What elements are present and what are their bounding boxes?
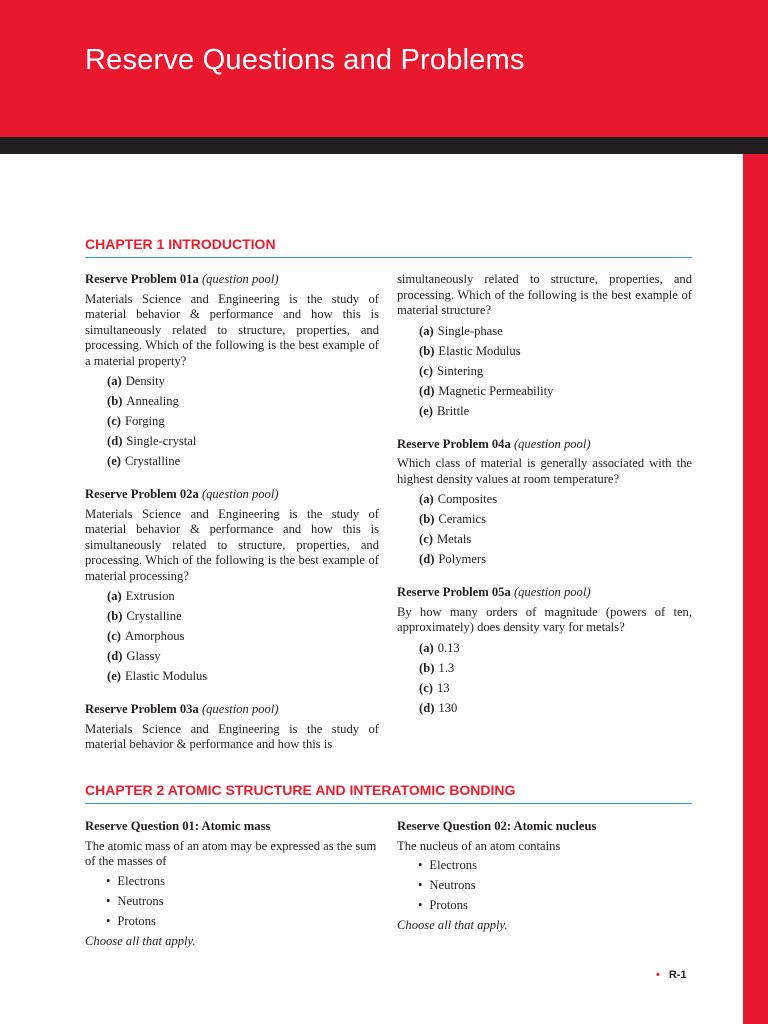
option-letter: (b) [419,512,435,526]
question-02-atomic-nucleus [397,819,692,934]
options-list [85,589,379,689]
problem-01a-header [85,272,379,288]
problem-id: Reserve Problem 01a [85,272,199,286]
option-letter: (a) [419,323,434,338]
option-text: Crystalline [124,454,181,468]
option-letter: (e) [107,669,121,683]
option-item [419,364,692,384]
problem-text: Materials Science and Engineering is the study of material behavior & performance and how this is simultaneously related to structure, properties, and processing. Which of the following is the best example of material processing? [85,506,379,583]
option-item [419,661,692,681]
side-red-strip [743,154,768,1024]
question-header [85,819,379,835]
option-item [107,649,379,669]
option-item [107,454,379,474]
problem-03a-header [85,702,379,718]
option-text: Polymers [438,552,486,566]
option-text: Magnetic Permeability [438,383,554,398]
header-dark-band [0,137,768,154]
option-text: Forging [124,414,165,428]
problem-id: Reserve Problem 04a [397,436,511,451]
question-header [397,819,692,835]
option-letter: (d) [419,700,435,715]
option-text: 13 [436,680,450,695]
option-letter: (b) [107,394,123,408]
option-item [107,414,379,434]
option-text: Sintering [436,363,484,378]
bullet-item: • Electrons [106,874,379,894]
problem-pool: (question pool) [513,436,591,451]
options-list [85,374,379,474]
option-item [107,394,379,414]
chapter-1-left-column [85,272,379,753]
option-letter: (b) [107,609,123,623]
option-letter: (b) [419,343,435,358]
option-letter: (c) [107,414,121,428]
question-id: Reserve Question 02: Atomic nucleus [397,819,597,833]
problem-02a [85,487,379,689]
chapter-1-title: CHAPTER 1 INTRODUCTION [85,236,276,252]
option-letter: (c) [107,629,121,643]
option-text: Extrusion [125,589,175,603]
option-item [419,701,692,721]
problem-01a [85,272,379,474]
problem-id: Reserve Problem 05a [397,585,511,599]
option-letter: (e) [419,403,433,418]
problem-05a [397,585,692,721]
option-letter: (c) [419,680,433,695]
bullet-item: • Protons [106,914,379,934]
bullet-list [85,874,379,934]
option-letter: (d) [419,552,435,566]
option-item [419,324,692,344]
problem-pool: (question pool) [201,272,279,286]
question-01-atomic-mass [85,819,379,949]
option-letter: (a) [419,492,434,506]
problem-text: Materials Science and Engineering is the study of material behavior & performance and how this is [85,721,379,751]
problem-03a [85,702,379,753]
question-note: Choose all that apply. [397,918,508,932]
chapter-1-heading [85,236,692,258]
problem-id: Reserve Problem 02a [85,487,199,501]
option-text: 1.3 [438,660,455,675]
problem-03a-continued [397,272,692,424]
problem-pool: (question pool) [201,487,279,501]
page-footer [656,969,687,981]
option-letter: (e) [107,454,121,468]
page-number: R-1 [668,969,687,981]
options-list [397,641,692,721]
option-text: Metals [436,532,472,546]
chapter-1-right-column [397,272,692,721]
option-text: Annealing [126,394,179,408]
option-letter: (c) [419,532,433,546]
chapter-2-title: CHAPTER 2 ATOMIC STRUCTURE AND INTERATOMIC BONDING [85,782,516,798]
option-text: 0.13 [437,640,460,655]
question-text: The nucleus of an atom contains [397,838,561,853]
problem-02a-header [85,487,379,503]
option-text: Ceramics [438,512,486,526]
option-item [419,512,692,532]
option-text: Elastic Modulus [124,669,208,683]
option-letter: (d) [107,434,123,448]
bullet-list [397,858,692,918]
option-letter: (b) [419,660,435,675]
option-item [419,492,692,512]
option-item [107,609,379,629]
option-text: Elastic Modulus [438,343,521,358]
option-item [107,629,379,649]
option-text: Crystalline [126,609,182,623]
option-item [107,589,379,609]
option-text: Density [125,374,165,388]
problem-pool: (question pool) [513,585,591,599]
option-item [419,344,692,364]
option-item [419,384,692,404]
bullet-item: • Neutrons [106,894,379,914]
bullet-item: • Protons [418,898,692,918]
option-item [419,681,692,701]
problem-text: Materials Science and Engineering is the study of material behavior & performance and how this is simultaneously related to structure, properties, and processing. Which of the following is the best example of a material property? [85,291,379,368]
option-item [107,434,379,454]
option-item [419,532,692,552]
option-letter: (a) [419,640,434,655]
option-letter: (d) [419,383,435,398]
option-text: Single-crystal [126,434,197,448]
option-text: Brittle [436,403,470,418]
problem-pool: (question pool) [201,702,279,716]
problem-05a-header [397,585,692,601]
page-title: Reserve Questions and Problems [85,44,525,76]
bullet-item: • Neutrons [418,878,692,898]
footer-bullet: • [656,969,660,981]
question-id: Reserve Question 01: Atomic mass [85,819,271,833]
problem-04a-header [397,437,692,453]
question-text: The atomic mass of an atom may be expressed as the sum of the masses of [85,838,377,868]
option-item [107,669,379,689]
problem-id: Reserve Problem 03a [85,702,199,716]
header-banner [0,0,768,137]
option-text: Composites [437,492,498,506]
options-list [397,324,692,424]
option-text: 130 [438,700,458,715]
question-note: Choose all that apply. [85,933,196,948]
option-text: Single-phase [437,323,503,338]
option-item [419,552,692,572]
option-text: Glassy [126,649,161,663]
problem-text: simultaneously related to structure, properties, and processing. Which of the following is the best example of material structure? [397,272,692,317]
option-text: Amorphous [124,629,185,643]
options-list [397,492,692,572]
problem-text: Which class of material is generally associated with the highest density values at room temperature? [397,456,692,486]
option-item [419,641,692,661]
option-letter: (d) [107,649,123,663]
chapter-2-heading [85,782,692,804]
option-letter: (a) [107,374,122,388]
problem-text: By how many orders of magnitude (powers of ten, approximately) does density vary for metals? [397,604,692,634]
option-letter: (a) [107,589,122,603]
problem-04a [397,437,692,573]
option-item [419,404,692,424]
option-item [107,374,379,394]
option-letter: (c) [419,363,433,378]
bullet-item: • Electrons [418,858,692,878]
